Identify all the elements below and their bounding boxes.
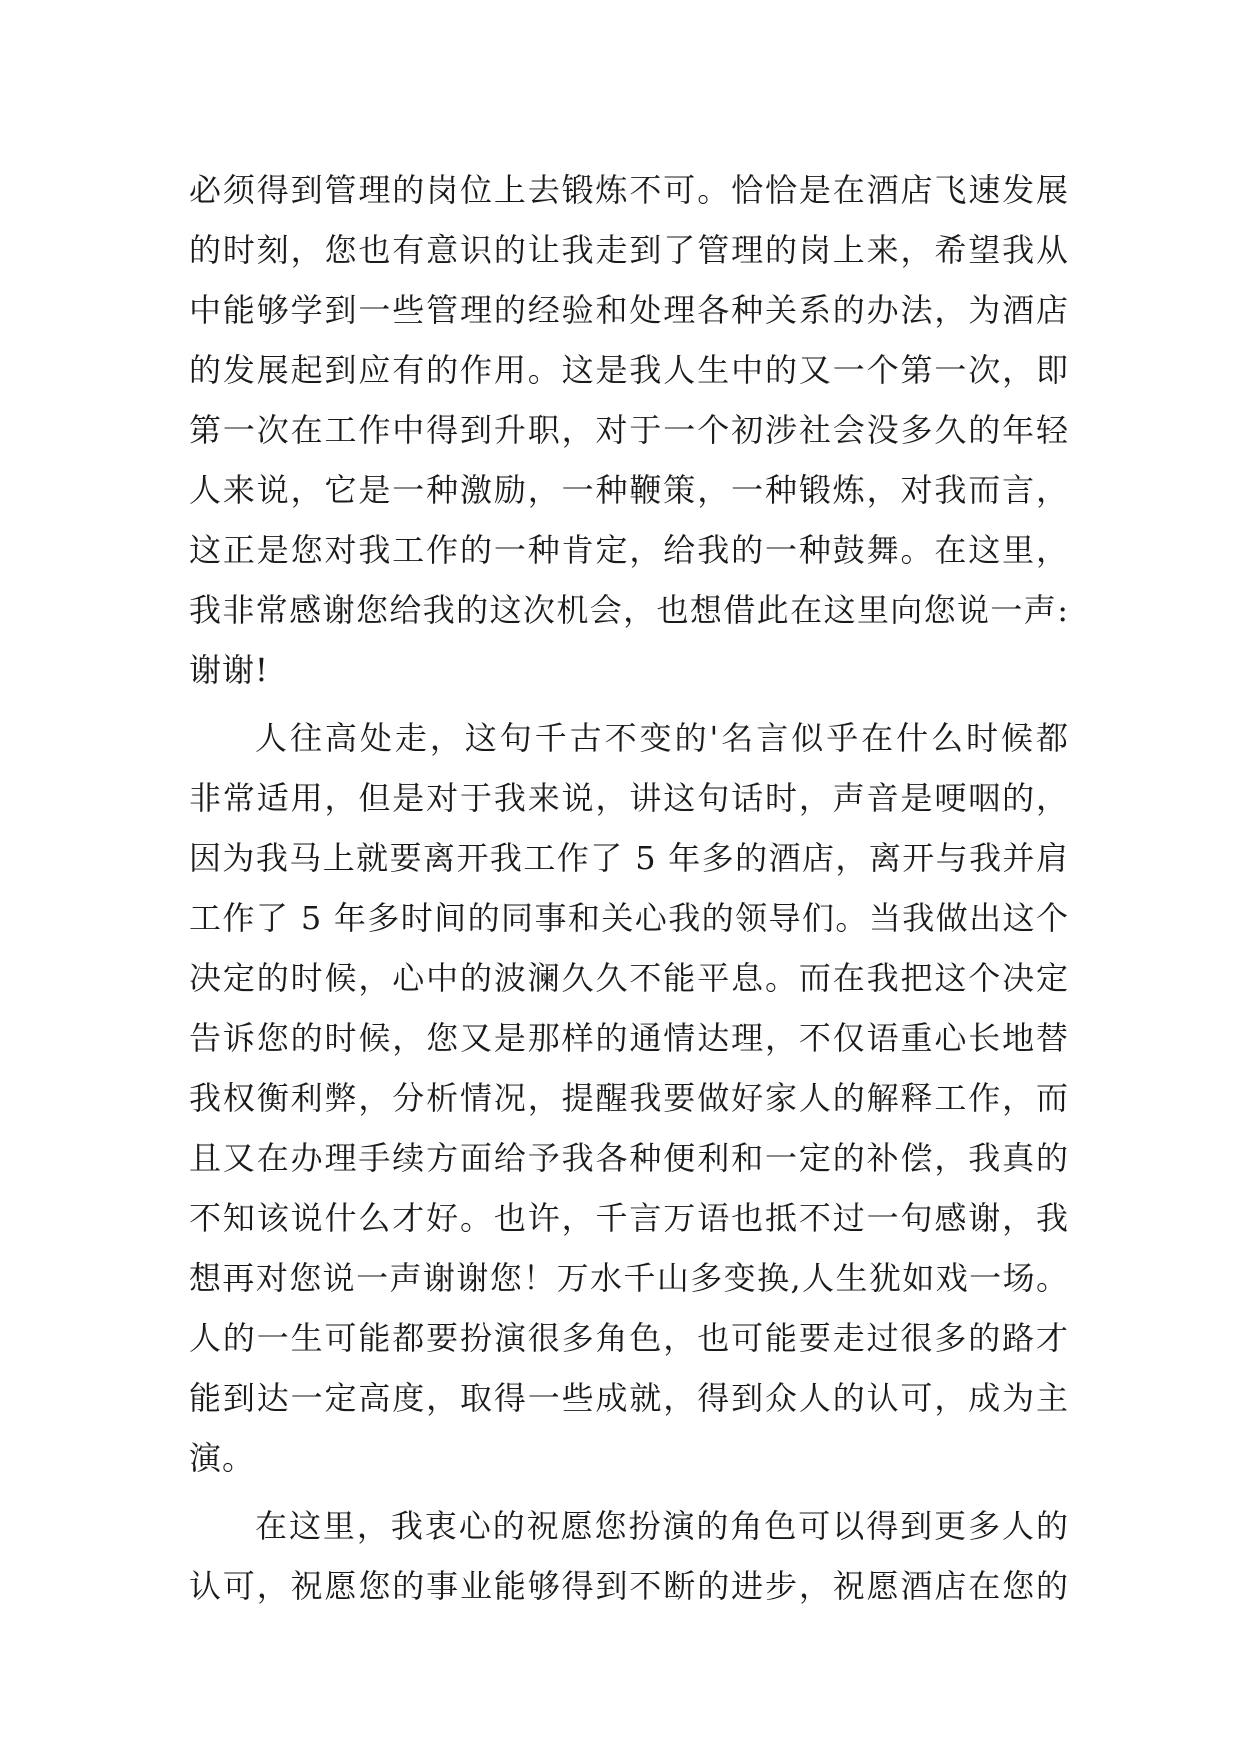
text-line: 人的一生可能都要扮演很多角色，也可能要走过很多的路才 — [189, 1319, 1069, 1357]
text-line: 认可，祝愿您的事业能够得到不断的进步，祝愿酒店在您的 — [189, 1567, 1069, 1605]
text-line: 谢谢! — [189, 651, 269, 689]
text-line: 非常适用，但是对于我来说，讲这句话时，声音是哽咽的， — [189, 779, 1069, 817]
paragraph-2 — [189, 708, 1069, 1488]
paragraph-gap — [189, 1488, 1069, 1496]
text-line: 的发展起到应有的作用。这是我人生中的又一个第一次，即 — [189, 351, 1069, 389]
text-line: 我权衡利弊，分析情况，提醒我要做好家人的解释工作，而 — [189, 1079, 1069, 1117]
text-line: 想再对您说一声谢谢您！万水千山多变换,人生犹如戏一场。 — [189, 1259, 1069, 1297]
text-line: 演。 — [189, 1439, 256, 1477]
text-line: 我非常感谢您给我的这次机会，也想借此在这里向您说一声: — [189, 591, 1069, 629]
text-line: 第一次在工作中得到升职，对于一个初涉社会没多久的年轻 — [189, 411, 1069, 449]
text-line: 人往高处走，这句千古不变的'名言似乎在什么时候都 — [255, 719, 1069, 757]
text-line: 且又在办理手续方面给予我各种便利和一定的补偿，我真的 — [189, 1139, 1069, 1177]
text-line: 必须得到管理的岗位上去锻炼不可。恰恰是在酒店飞速发展 — [189, 171, 1069, 209]
text-line: 的时刻，您也有意识的让我走到了管理的岗上来，希望我从 — [189, 231, 1069, 269]
text-line: 工作了 5 年多时间的同事和关心我的领导们。当我做出这个 — [189, 899, 1069, 937]
letter-body — [189, 160, 1069, 1616]
text-line: 在这里，我衷心的祝愿您扮演的角色可以得到更多人的 — [255, 1507, 1069, 1545]
text-line: 这正是您对我工作的一种肯定，给我的一种鼓舞。在这里， — [189, 531, 1069, 569]
paragraph-gap — [189, 700, 1069, 708]
text-line: 能到达一定高度，取得一些成就，得到众人的认可，成为主 — [189, 1379, 1069, 1417]
paragraph-1 — [189, 160, 1069, 700]
text-line: 决定的时候，心中的波澜久久不能平息。而在我把这个决定 — [189, 959, 1069, 997]
text-line: 中能够学到一些管理的经验和处理各种关系的办法，为酒店 — [189, 291, 1069, 329]
text-line: 告诉您的时候，您又是那样的通情达理，不仅语重心长地替 — [189, 1019, 1069, 1057]
paragraph-3 — [189, 1496, 1069, 1616]
text-line: 人来说，它是一种激励，一种鞭策，一种锻炼，对我而言， — [189, 471, 1069, 509]
text-line: 不知该说什么才好。也许，千言万语也抵不过一句感谢，我 — [189, 1199, 1069, 1237]
text-line: 因为我马上就要离开我工作了 5 年多的酒店，离开与我并肩 — [189, 839, 1069, 877]
